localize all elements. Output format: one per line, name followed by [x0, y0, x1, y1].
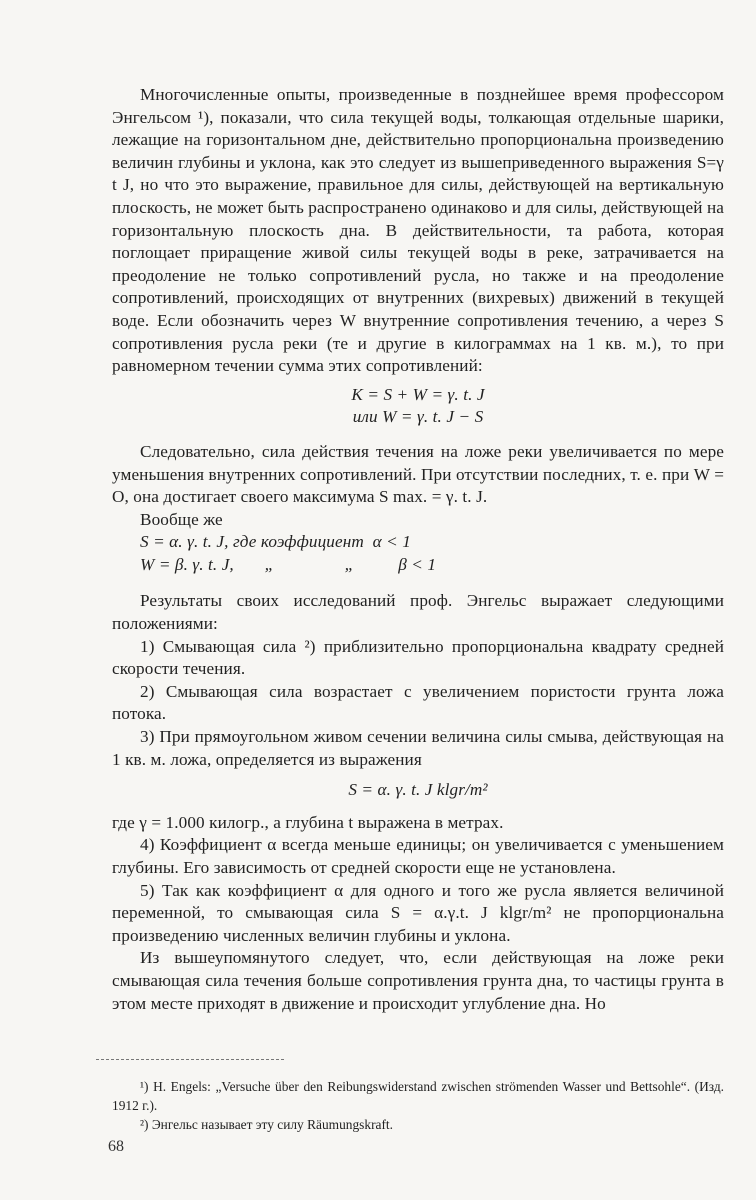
general-case-block: [140, 509, 724, 577]
formula-s-alpha: S = α. γ. t. J, где коэффициент α < 1: [140, 532, 411, 552]
formula-k: K = S + W = γ. t. J: [351, 384, 485, 404]
footnote-2: ²) Энгельс называет эту силу Räumungskraft.: [140, 1117, 394, 1132]
formula-w: или W = γ. t. J − S: [352, 407, 484, 427]
point-2: 2) Смывающая сила возрастает с увеличением пористости грунта ложа потока.: [112, 681, 724, 724]
point-1: 1) Смывающая сила ²) приблизительно пропорциональна квадрату средней скорости течения.: [112, 636, 724, 679]
footnote-divider: [96, 1059, 284, 1060]
point-3: 3) При прямоугольном живом сечении величина силы смыва, действующая на 1 кв. м. ложа, определяется из выражения: [112, 727, 724, 769]
gamma-definition: где γ = 1.000 килогр., а глубина t выражена в метрах.: [112, 812, 504, 832]
paragraph-1: Многочисленные опыты, произведенные в позднейшее время профессором Энгельсом ¹), показали, что сила текущей воды, толкающая отдельные шарики, лежащие на горизонтальном дне, действительно пропорциональна произведению величин глубины и уклона, как это следует из вышеприведенного выражения S=γ t J, но что это выражение, правильное для силы, действующей на вертикальную плоскость, не может быть распространено одинаково и для силы, действующей на горизонтальную плоскость дна. В действительности, та работа, которая поглощает приращение живой силы текущей воды в реке, затрачивается на преодоление не только сопротивлений русла, но также и на преодоление сопротивлений, происходящих от внутренних (вихревых) движений в текущей воде. Если обозначить через W внутренние сопротивления течению, а через S сопротивления русла реки (те и другие в килограммах на 1 кв. м.), то при равномерном течении сумма этих сопротивлений:: [112, 85, 724, 376]
formula-w-beta: W = β. γ. t. J, „ „ β < 1: [140, 554, 437, 574]
footnote-1: ¹) H. Engels: „Versuche über den Reibungswiderstand zwischen strömenden Wasser und Bettsohle“. (Изд. 1912 г.).: [112, 1079, 724, 1113]
footnotes: [112, 1077, 724, 1134]
point-5: 5) Так как коэффициент α для одного и того же русла является величиной переменной, то смывающая сила S = α.γ.t. J klgr/m² не пропорциональна произведению численных величин глубины и уклона.: [112, 880, 724, 945]
page-number: 68: [108, 1138, 124, 1155]
general-case-heading: Вообще же: [140, 509, 223, 529]
paragraph-3: Результаты своих исследований проф. Энгельс выражает следующими положениями:: [112, 591, 724, 634]
paragraph-4: Из вышеупомянутого следует, что, если действующая на ложе реки смывающая сила течения больше сопротивления грунта дна, то частицы грунта в этом месте приходят в движение и происходит углубление дна. Но: [112, 948, 724, 1013]
formula-scour: S = α. γ. t. J klgr/m²: [348, 780, 488, 800]
main-text: [112, 84, 724, 1015]
point-4: 4) Коэффициент α всегда меньше единицы; он увеличивается с уменьшением глубины. Его зависимость от средней скорости еще не установлена.: [112, 835, 724, 877]
paragraph-2: Следовательно, сила действия течения на ложе реки увеличивается по мере уменьшения внутренних сопротивлений. При отсутствии последних, т. е. при W = O, она достигает своего максимума S max. = γ. t. J.: [112, 441, 724, 507]
